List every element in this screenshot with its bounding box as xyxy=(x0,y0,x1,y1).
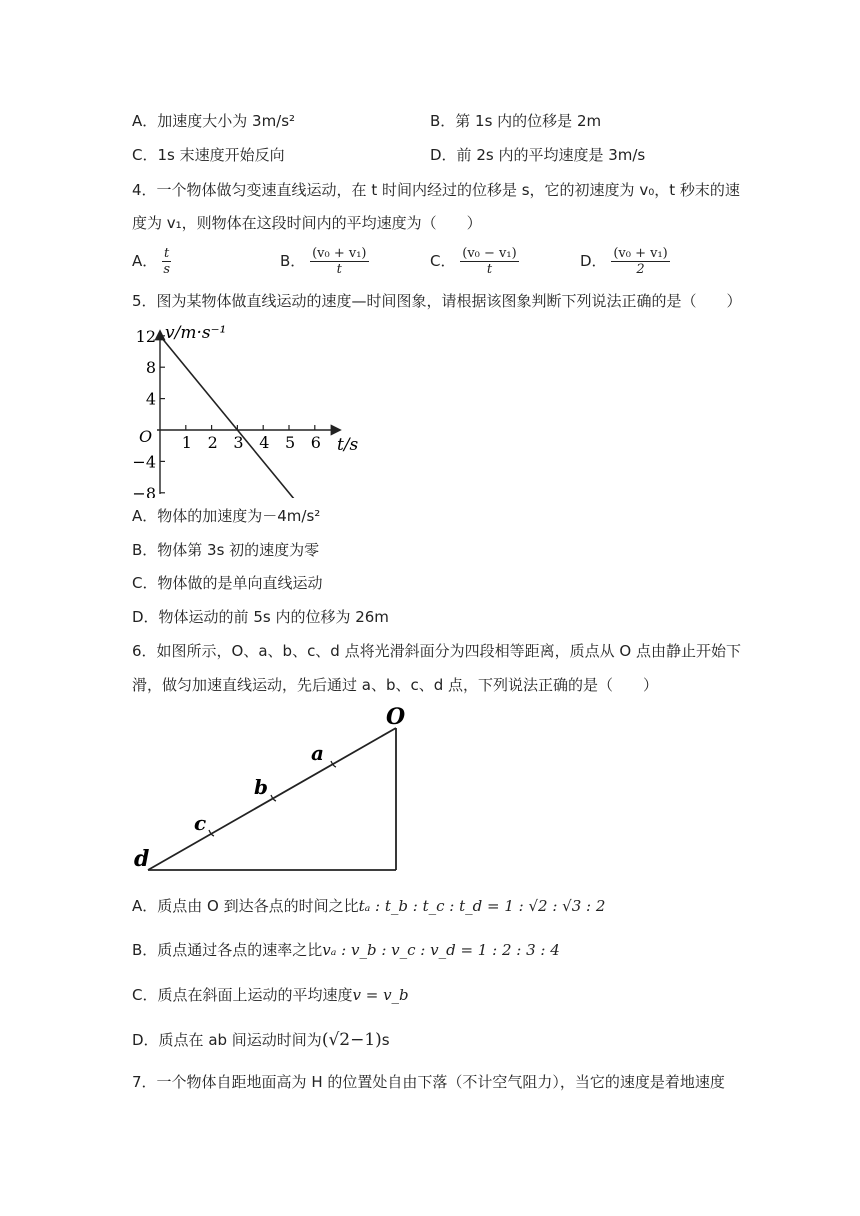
q4-stem-line1: 4．一个物体做匀变速直线运动，在 t 时间内经过的位移是 s，它的初速度为 v₀，t 秒末的速 xyxy=(132,181,740,199)
q6-option-d xyxy=(132,1030,390,1050)
incline-surface xyxy=(148,728,396,870)
x-tick-label: 4 xyxy=(259,433,270,452)
q6-option-c-math: v = v_b xyxy=(352,986,409,1004)
q6-option-a-math: tₐ : t_b : t_c : t_d = 1 : √2 : √3 : 2 xyxy=(358,897,606,915)
q4-option-b-label: B． xyxy=(280,252,306,270)
numerator: (v₀ + v₁) xyxy=(312,246,367,261)
q4-option-d-fraction xyxy=(611,246,669,277)
q3-option-c: C．1s 末速度开始反向 xyxy=(132,146,285,164)
y-tick-label: −8 xyxy=(132,483,156,498)
q6-option-d-text: D．质点在 ab 间运动时间为 xyxy=(132,1031,322,1049)
y-tick-label: 8 xyxy=(145,358,156,378)
q4-option-c xyxy=(430,246,519,277)
label-b: b xyxy=(254,775,268,799)
denominator: t xyxy=(486,262,493,277)
x-tick-label: 3 xyxy=(233,433,244,452)
denominator: 2 xyxy=(636,262,645,277)
q3-option-b: B．第 1s 内的位移是 2m xyxy=(430,112,602,130)
q5-stem: 5．图为某物体做直线运动的速度—时间图象，请根据该图象判断下列说法正确的是（ ） xyxy=(132,292,742,310)
q4-option-a-label: A． xyxy=(132,252,158,270)
numerator: (v₀ + v₁) xyxy=(613,246,668,261)
y-axis-label: v/m·s⁻¹ xyxy=(165,323,227,343)
label-c: c xyxy=(194,811,207,835)
q6-option-b xyxy=(132,940,560,960)
q5-option-d: D．物体运动的前 5s 内的位移为 26m xyxy=(132,608,389,626)
y-tick-label: 12 xyxy=(135,326,156,346)
q7-stem-line1: 7．一个物体自距地面高为 H 的位置处自由下落（不计空气阻力），当它的速度是着地速度 xyxy=(132,1073,725,1091)
q6-option-b-text: B．质点通过各点的速率之比 xyxy=(132,941,323,959)
x-tick-label: 6 xyxy=(310,433,321,452)
q6-stem-line2: 滑，做匀加速直线运动，先后通过 a、b、c、d 点，下列说法正确的是（ ） xyxy=(132,676,659,694)
denominator: t xyxy=(336,262,342,277)
q4-option-b-fraction xyxy=(310,246,368,277)
q5-option-b: B．物体第 3s 初的速度为零 xyxy=(132,541,320,559)
q4-stem-line2: 度为 v₁，则物体在这段时间内的平均速度为（ ） xyxy=(132,214,482,232)
label-a: a xyxy=(311,741,324,765)
q4-option-c-fraction xyxy=(460,246,518,277)
numerator: t xyxy=(164,246,170,261)
x-tick-label: 2 xyxy=(207,433,218,452)
q3-option-d: D．前 2s 内的平均速度是 3m/s xyxy=(430,146,646,164)
velocity-line xyxy=(160,336,294,498)
q4-option-c-label: C． xyxy=(430,252,456,270)
denominator: s xyxy=(163,262,170,277)
numerator: (v₀ − v₁) xyxy=(462,246,517,261)
q3-option-a: A．加速度大小为 3m/s² xyxy=(132,112,296,130)
q4-option-d xyxy=(580,246,670,277)
y-tick-label: −4 xyxy=(132,452,156,472)
q6-option-d-math: (√2−1) xyxy=(321,1030,382,1050)
x-tick-label: 1 xyxy=(181,433,192,452)
q4-option-a xyxy=(132,246,171,277)
origin-label: O xyxy=(139,427,153,446)
x-tick-label: 5 xyxy=(285,433,296,452)
q4-option-b xyxy=(280,246,369,277)
incline-diagram xyxy=(130,700,420,880)
q6-option-a-text: A．质点由 O 到达各点的时间之比 xyxy=(132,897,359,915)
q6-option-c xyxy=(132,985,409,1005)
q4-option-d-label: D． xyxy=(580,252,607,270)
y-tick-label: 4 xyxy=(145,389,156,409)
q6-option-b-math: vₐ : v_b : v_c : v_d = 1 : 2 : 3 : 4 xyxy=(322,941,560,959)
x-axis-label: t/s xyxy=(337,435,359,455)
q5-option-a: A．物体的加速度为－4m/s² xyxy=(132,507,321,525)
q5-option-c: C．物体做的是单向直线运动 xyxy=(132,574,323,592)
q6-stem-line1: 6．如图所示，O、a、b、c、d 点将光滑斜面分为四段相等距离，质点从 O 点由静止开始下 xyxy=(132,642,741,660)
q6-option-d-unit: s xyxy=(381,1031,390,1049)
q6-option-a xyxy=(132,896,605,916)
label-d: d xyxy=(134,846,150,872)
label-o: O xyxy=(386,704,406,730)
q4-option-a-fraction xyxy=(162,246,171,277)
velocity-time-chart xyxy=(125,318,370,498)
q6-option-c-text: C．质点在斜面上运动的平均速度 xyxy=(132,986,353,1004)
